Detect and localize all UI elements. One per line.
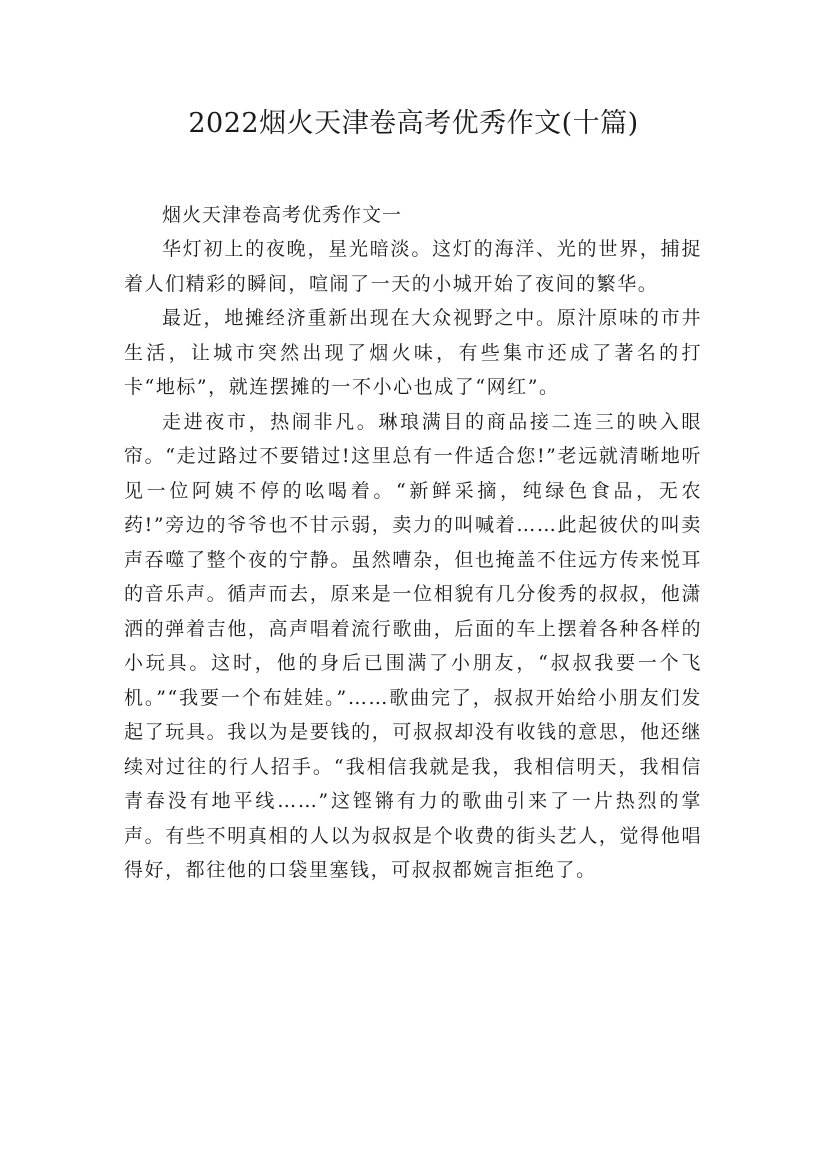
paragraph-3: 走进夜市，热闹非凡。琳琅满目的商品接二连三的映入眼帘。“走过路过不要错过!这里总有一件适合您!”老远就清晰地听见一位阿姨不停的吆喝着。“新鲜采摘，纯绿色食品，无农药!”旁边的爷爷也不甘示弱，卖力的叫喊着……此起彼伏的叫卖声吞噬了整个夜的宁静。虽然嘈杂，但也掩盖不住远方传来悦耳的音乐声。循声而去，原来是一位相貌有几分俊秀的叔叔，他潇洒的弹着吉他，高声唱着流行歌曲，后面的车上摆着各种各样的小玩具。这时，他的身后已围满了小朋友，“叔叔我要一个飞机。”“我要一个布娃娃。”……歌曲完了，叔叔开始给小朋友们发起了玩具。我以为是要钱的，可叔叔却没有收钱的意思，他还继续对过往的行人招手。“我相信我就是我，我相信明天，我相信青春没有地平线……”这铿锵有力的歌曲引来了一片热烈的掌声。有些不明真相的人以为叔叔是个收费的街头艺人，觉得他唱得好，都往他的口袋里塞钱，可叔叔都婉言拒绝了。 — [124, 410, 702, 881]
paragraph-2: 最近，地摊经济重新出现在大众视野之中。原汁原味的市井生活，让城市突然出现了烟火味，有些集市还成了著名的打卡“地标”，就连摆摊的一不小心也成了“网红”。 — [124, 307, 702, 398]
document-title: 2022烟火天津卷高考优秀作文(十篇) — [188, 108, 639, 139]
paragraph-1: 华灯初上的夜晚，星光暗淡。这灯的海洋、光的世界，捕捉着人们精彩的瞬间，喧闹了一天的小城开始了夜间的繁华。 — [124, 238, 702, 295]
section-heading: 烟火天津卷高考优秀作文一 — [162, 204, 403, 226]
document-body — [124, 198, 702, 888]
